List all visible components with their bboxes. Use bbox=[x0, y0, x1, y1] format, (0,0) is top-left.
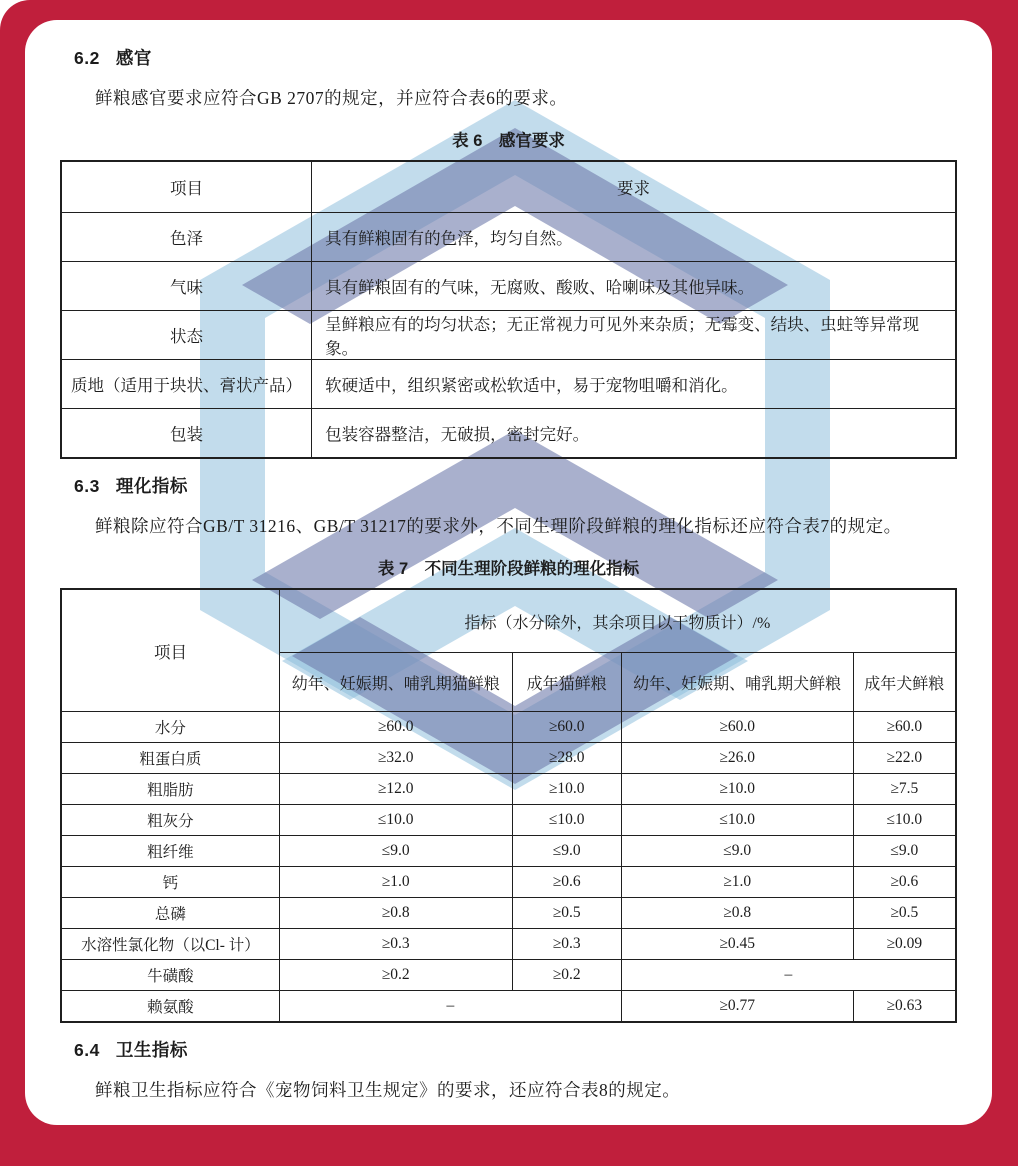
requirement-cell: 具有鲜粮固有的气味，无腐败、酸败、哈喇味及其他异味。 bbox=[312, 262, 956, 311]
value-cell: ≥22.0 bbox=[853, 743, 956, 774]
column-header-cell: 项目 bbox=[61, 161, 312, 213]
row-label-cell: 质地（适用于块状、膏状产品） bbox=[61, 360, 312, 409]
column-header-cell: 成年犬鲜粮 bbox=[853, 653, 956, 712]
merged-dash-cell: – bbox=[279, 991, 621, 1023]
value-cell: ≥0.77 bbox=[621, 991, 853, 1023]
value-cell: ≥0.8 bbox=[279, 898, 512, 929]
section-heading-6-2 bbox=[74, 45, 957, 70]
row-label-cell: 钙 bbox=[61, 867, 279, 898]
table-row bbox=[61, 774, 956, 805]
row-label-cell: 粗蛋白质 bbox=[61, 743, 279, 774]
value-cell: ≥0.3 bbox=[279, 929, 512, 960]
row-label-cell: 赖氨酸 bbox=[61, 991, 279, 1023]
section-heading-6-4 bbox=[74, 1037, 957, 1062]
section-title: 感官 bbox=[115, 48, 152, 68]
row-label-cell: 包装 bbox=[61, 409, 312, 459]
physicochemical-indicators-table bbox=[60, 588, 957, 1023]
table-row bbox=[61, 213, 956, 262]
row-label-cell: 气味 bbox=[61, 262, 312, 311]
paragraph-6-2: 鲜粮感官要求应符合GB 2707的规定，并应符合表6的要求。 bbox=[95, 88, 568, 108]
merged-dash-cell: – bbox=[621, 960, 956, 991]
section-number: 6.4 bbox=[74, 1040, 100, 1061]
row-label-cell: 总磷 bbox=[61, 898, 279, 929]
table-row bbox=[61, 991, 956, 1023]
row-label-cell: 牛磺酸 bbox=[61, 960, 279, 991]
value-cell: ≥1.0 bbox=[279, 867, 512, 898]
row-label-cell: 水溶性氯化物（以Cl- 计） bbox=[61, 929, 279, 960]
paragraph-6-4: 鲜粮卫生指标应符合《宠物饲料卫生规定》的要求，还应符合表8的规定。 bbox=[95, 1080, 681, 1101]
row-label-cell: 粗纤维 bbox=[61, 836, 279, 867]
value-cell: ≤10.0 bbox=[621, 805, 853, 836]
value-cell: ≥0.5 bbox=[512, 898, 621, 929]
value-cell: ≥0.6 bbox=[512, 867, 621, 898]
value-cell: ≥0.63 bbox=[853, 991, 956, 1023]
section-number: 6.2 bbox=[74, 48, 100, 68]
section-number: 6.3 bbox=[74, 476, 100, 497]
table-row bbox=[61, 712, 956, 743]
table-header-row bbox=[61, 589, 956, 653]
table-row bbox=[61, 867, 956, 898]
table-row bbox=[61, 805, 956, 836]
value-cell: ≥10.0 bbox=[621, 774, 853, 805]
table-row bbox=[61, 898, 956, 929]
value-cell: ≤9.0 bbox=[853, 836, 956, 867]
section-title: 理化指标 bbox=[115, 476, 188, 497]
value-cell: ≥32.0 bbox=[279, 743, 512, 774]
value-cell: ≥0.3 bbox=[512, 929, 621, 960]
table-row bbox=[61, 960, 956, 991]
value-cell: ≥7.5 bbox=[853, 774, 956, 805]
table-row bbox=[61, 360, 956, 409]
table-row bbox=[61, 743, 956, 774]
value-cell: ≥0.09 bbox=[853, 929, 956, 960]
value-cell: ≥60.0 bbox=[279, 712, 512, 743]
column-header-cell: 成年猫鲜粮 bbox=[512, 653, 621, 712]
value-cell: ≥26.0 bbox=[621, 743, 853, 774]
column-header-cell: 幼年、妊娠期、哺乳期犬鲜粮 bbox=[621, 653, 853, 712]
corner-header-cell: 项目 bbox=[61, 589, 279, 712]
value-cell: ≥60.0 bbox=[853, 712, 956, 743]
value-cell: ≤9.0 bbox=[621, 836, 853, 867]
section-title: 卫生指标 bbox=[115, 1040, 188, 1061]
page-content bbox=[25, 45, 992, 1104]
group-header-cell: 指标（水分除外，其余项目以干物质计）/% bbox=[279, 589, 956, 653]
value-cell: ≥60.0 bbox=[512, 712, 621, 743]
value-cell: ≥0.45 bbox=[621, 929, 853, 960]
row-label-cell: 状态 bbox=[61, 311, 312, 360]
table-header-row bbox=[61, 161, 956, 213]
column-header-cell: 要求 bbox=[312, 161, 956, 213]
value-cell: ≥0.8 bbox=[621, 898, 853, 929]
value-cell: ≥10.0 bbox=[512, 774, 621, 805]
value-cell: ≤10.0 bbox=[853, 805, 956, 836]
requirement-cell: 包装容器整洁，无破损，密封完好。 bbox=[312, 409, 956, 459]
row-label-cell: 粗灰分 bbox=[61, 805, 279, 836]
table-row bbox=[61, 262, 956, 311]
table-row bbox=[61, 836, 956, 867]
value-cell: ≥1.0 bbox=[621, 867, 853, 898]
row-label-cell: 色泽 bbox=[61, 213, 312, 262]
value-cell: ≥0.2 bbox=[279, 960, 512, 991]
value-cell: ≤9.0 bbox=[512, 836, 621, 867]
table-row bbox=[61, 311, 956, 360]
table6-caption: 表 6 感官要求 bbox=[452, 132, 565, 151]
section-heading-6-3 bbox=[74, 473, 957, 498]
value-cell: ≤10.0 bbox=[512, 805, 621, 836]
requirement-cell: 呈鲜粮应有的均匀状态；无正常视力可见外来杂质；无霉变、结块、虫蛀等异常现象。 bbox=[312, 311, 956, 360]
row-label-cell: 粗脂肪 bbox=[61, 774, 279, 805]
requirement-cell: 软硬适中，组织紧密或松软适中，易于宠物咀嚼和消化。 bbox=[312, 360, 956, 409]
value-cell: ≤10.0 bbox=[279, 805, 512, 836]
value-cell: ≥0.2 bbox=[512, 960, 621, 991]
table-row bbox=[61, 409, 956, 459]
sensory-requirements-table bbox=[60, 160, 957, 459]
requirement-cell: 具有鲜粮固有的色泽，均匀自然。 bbox=[312, 213, 956, 262]
value-cell: ≥0.6 bbox=[853, 867, 956, 898]
document-page bbox=[25, 20, 992, 1125]
value-cell: ≥0.5 bbox=[853, 898, 956, 929]
table7-caption: 表 7 不同生理阶段鲜粮的理化指标 bbox=[377, 560, 640, 579]
column-header-cell: 幼年、妊娠期、哺乳期猫鲜粮 bbox=[279, 653, 512, 712]
paragraph-6-3: 鲜粮除应符合GB/T 31216、GB/T 31217的要求外，不同生理阶段鲜粮的理化指标还应符合表7的规定。 bbox=[95, 516, 902, 537]
value-cell: ≥28.0 bbox=[512, 743, 621, 774]
table-row bbox=[61, 929, 956, 960]
value-cell: ≤9.0 bbox=[279, 836, 512, 867]
value-cell: ≥12.0 bbox=[279, 774, 512, 805]
value-cell: ≥60.0 bbox=[621, 712, 853, 743]
row-label-cell: 水分 bbox=[61, 712, 279, 743]
